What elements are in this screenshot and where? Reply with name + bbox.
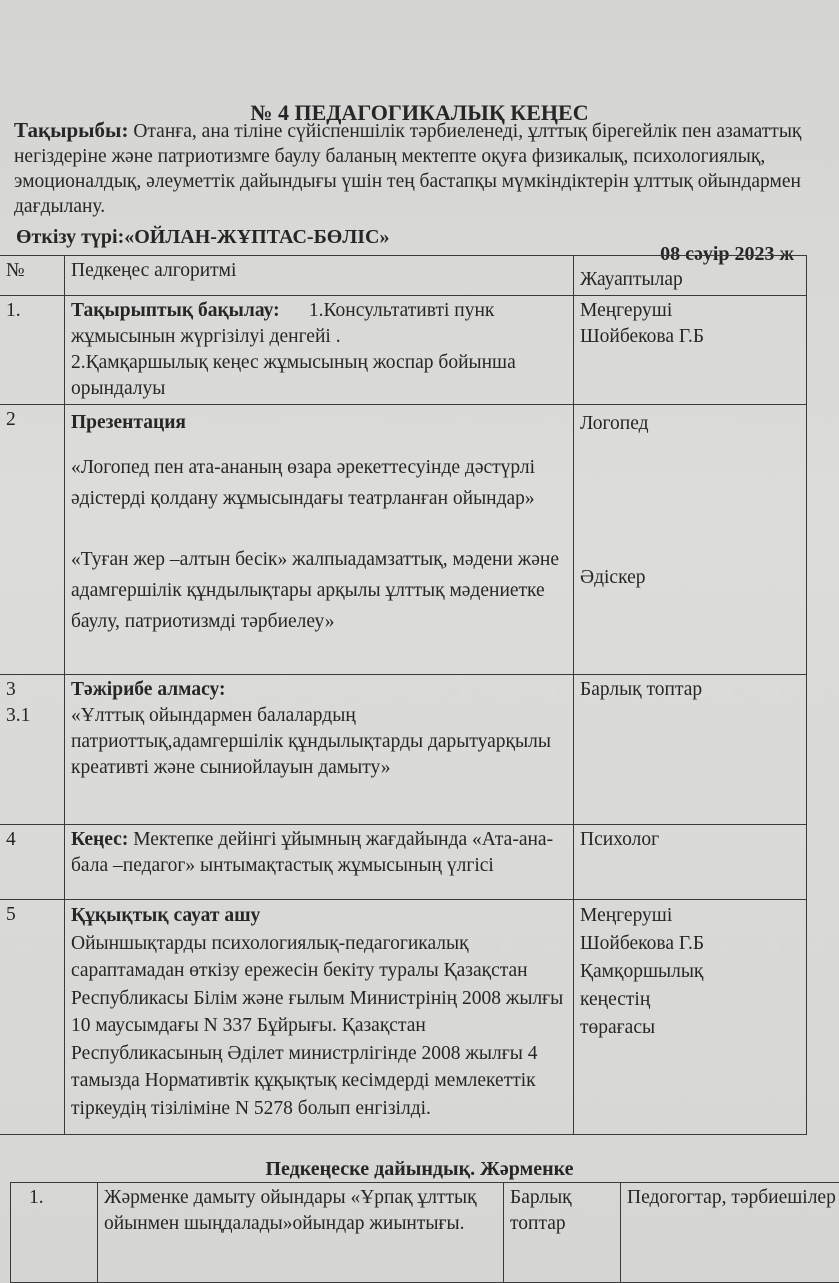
table-row <box>0 825 807 900</box>
row-line: 1.Консультативті пунк жұмысынын жүргізілуі денгейі . <box>71 300 494 347</box>
row-heading: Тақырыптық бақылау: <box>71 300 280 321</box>
table-row <box>11 1183 839 1283</box>
agenda-table <box>0 255 807 1135</box>
prep-table <box>10 1182 839 1283</box>
document-title: № 4 ПЕДАГОГИКАЛЫҚ КЕҢЕС <box>0 100 839 126</box>
row-text: «Ұлттық ойындармен балалардың патриоттық,адамгершілік құндылықтарды дарытуарқылы креативті және сыниойлауын дамыту» <box>71 703 567 781</box>
row-content: Жәрменке дамыту ойындары «Ұрпақ ұлттық ойынмен шыңдалады»ойындар жиынтығы. <box>98 1183 504 1283</box>
row-num: 1. <box>0 296 65 405</box>
row-responsible <box>574 296 807 405</box>
row-content <box>65 405 574 675</box>
row-content <box>65 900 574 1135</box>
row-responsible: Психолог <box>574 825 807 900</box>
event-type: Өткізу түрі:«ОЙЛАН-ЖҰПТАС-БӨЛІС» <box>16 226 390 249</box>
responsible-line: Шойбекова Г.Б <box>580 930 800 958</box>
row-num <box>0 675 65 825</box>
header-responsible: Жауаптылар <box>574 256 807 296</box>
row-line: 2.Қамқаршылық кеңес жұмысының жоспар бойынша орындалуы <box>71 352 516 399</box>
topic-text: Отанға, ана тіліне сүйіспеншілік тәрбиеленеді, ұлттық бірегейлік пен азаматтық негіздеріне және патриотизмге баулу баланың мектепте оқуға физикалық, психологиялық, эмоционалдық, әлеуметтік дайындығы үшін тең бастапқы мүмкіндіктерін ұлттық ойындармен дағдылану. <box>14 121 801 217</box>
table-row <box>0 405 807 675</box>
row-num-main: 3 <box>6 677 58 703</box>
responsible-line: Логопед <box>580 411 800 437</box>
header-num: № <box>0 256 65 296</box>
responsible-line: Меңгеруші <box>580 298 800 324</box>
row-responsible <box>574 405 807 675</box>
row-num: 5 <box>0 900 65 1135</box>
table-header-row <box>0 256 807 296</box>
row-content <box>65 296 574 405</box>
responsible-line: Меңгеруші <box>580 902 800 930</box>
row-responsible: Барлық топтар <box>574 675 807 825</box>
row-num: 4 <box>0 825 65 900</box>
responsible-line: Шойбекова Г.Б <box>580 324 800 350</box>
topic-label: Тақырыбы: <box>14 118 128 142</box>
row-text: Ойыншықтарды психологиялық-педагогикалық сараптамадан өткізу ережесін бекіту туралы Қазақстан Республикасы Білім және ғылым Министрінің 2008 жылғы 10 маусымдағы N 337 Бұйрығы. Қазақстан Республикасының Әділет министрлігінде 2008 жылғы 4 тамызда Нормативтік құқықтық кесімдерді мемлекеттік тіркеудің тізіліміне N 5278 болып енгізілді. <box>71 930 567 1123</box>
responsible-line: Әдіскер <box>580 565 800 591</box>
topic <box>14 118 839 219</box>
row-responsible <box>574 900 807 1135</box>
event-date: 08 сәуір 2023 ж <box>660 243 794 266</box>
responsible-line: төрағасы <box>580 1014 800 1042</box>
presentation-2: «Туған жер –алтын бесік» жалпыадамзаттық, мәдени және адамгершілік құндылықтары арқылы ұлттық мәдениетке баулу, патриотизмді тәрбиелеу» <box>71 544 567 637</box>
row-heading: Тәжірибе алмасу: <box>71 679 225 700</box>
row-num: 2 <box>0 405 65 675</box>
row-content <box>65 825 574 900</box>
presentation-1: «Логопед пен ата-ананың өзара әрекеттесуінде дәстүрлі әдістерді қолдану жұмысындағы театрланған ойындар» <box>71 452 567 514</box>
table-row <box>0 675 807 825</box>
row-text: Мектепке дейінгі ұйымның жағдайында «Ата-ана- бала –педагог» ынтымақтастық жұмысының үлгісі <box>71 829 553 876</box>
row-heading: Кеңес: <box>71 829 128 850</box>
prep-title: Педкеңеске дайындық. Жәрменке <box>0 1158 839 1181</box>
table-row <box>0 296 807 405</box>
table-row <box>0 900 807 1135</box>
row-num: 1. <box>11 1183 98 1283</box>
row-responsible: Педогогтар, тәрбиешілер <box>621 1183 839 1283</box>
row-num-sub: 3.1 <box>6 703 58 729</box>
responsible-line: кеңестің <box>580 986 800 1014</box>
row-groups: Барлық топтар <box>504 1183 621 1283</box>
row-heading: Презентация <box>71 412 186 433</box>
header-algorithm: Педкеңес алгоритмі <box>65 256 574 296</box>
row-heading: Құқықтық сауат ашу <box>71 905 260 926</box>
responsible-line: Қамқоршылық <box>580 958 800 986</box>
row-content <box>65 675 574 825</box>
